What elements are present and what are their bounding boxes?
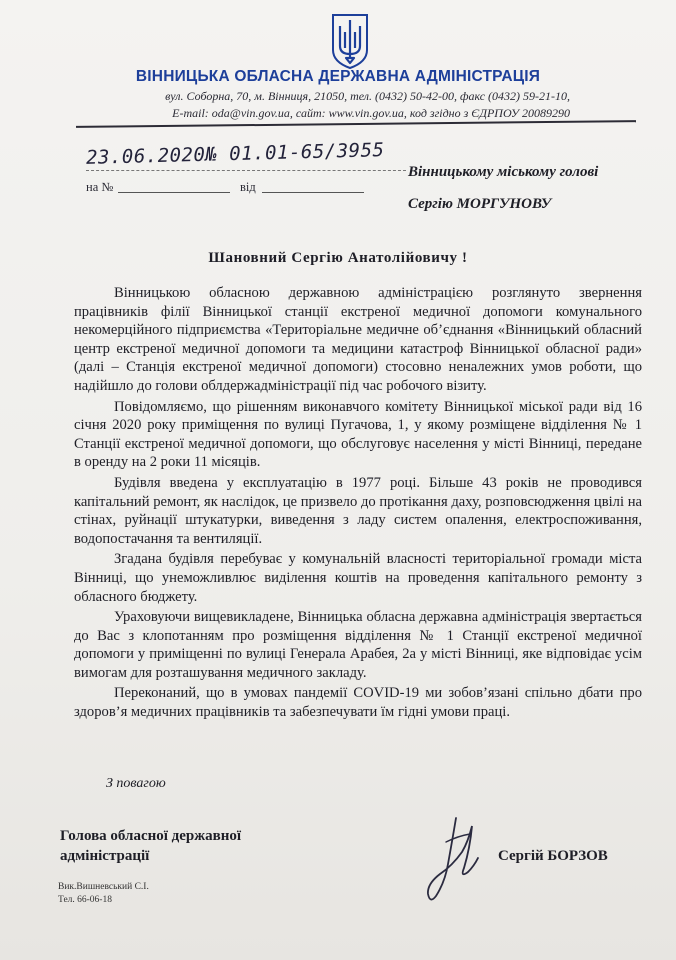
- header-divider: [76, 120, 636, 127]
- handwritten-registration-number: 23.06.2020№ 01.01-65/3955: [85, 139, 385, 169]
- addressee-name: Сергію МОРГУНОВУ: [408, 196, 552, 212]
- addressee-position: Вінницькому міському голові: [408, 164, 599, 180]
- paragraph-building: Будівля введена у експлуатацію в 1977 році. Більше 43 років не проводився капітальний ремонт, як наслідок, це призвело до протікання даху, розповсюдження цвілі на стінах, руйнації штукатурки, виведення з ладу систем опалення, електроспоживання, водопостачання та вентиляції.: [74, 474, 642, 547]
- signer-title-line1: Голова обласної державної: [60, 828, 242, 844]
- closing-phrase: З повагою: [106, 776, 166, 791]
- na-number-field: [118, 192, 230, 193]
- handwritten-signature-icon: [412, 812, 492, 912]
- registration-dotted-line: [86, 170, 406, 172]
- salutation: Шановний Сергію Анатолійовичу !: [208, 250, 468, 266]
- na-number-label: на №: [86, 180, 114, 194]
- paragraph-lease: Повідомляємо, що рішенням виконавчого комітету Вінницької міської ради від 16 січня 2020 року приміщення по вулиці Пугачова, 1, у якому розміщене відділення № 1 Станції екстреної медичної допомоги, що обслуговує населення у місті Вінниці, передане в оренду на 2 роки 11 місяців.: [74, 398, 642, 471]
- paragraph-covid: Переконаний, що в умовах пандемії COVID-19 ми зобов’язані спільно дбати про здоров’я медичних працівників та забезпечувати їм гідні умови праці.: [74, 685, 642, 721]
- organization-title: ВІННИЦЬКА ОБЛАСНА ДЕРЖАВНА АДМІНІСТРАЦІЯ: [135, 68, 541, 85]
- paragraph-ownership: Згадана будівля перебуває у комунальній власності територіальної громади міста Вінниці, що унеможливлює виділення коштів на проведення капітального ремонту з обласного бюджету.: [74, 551, 642, 605]
- vid-label: від: [240, 180, 256, 194]
- contact-line: E-mail: oda@vin.gov.ua, сайт: www.vin.gov.ua, код згідно з ЄДРПОУ 20089290: [172, 106, 570, 120]
- ukraine-trident-emblem-icon: [330, 12, 370, 70]
- executor-phone: Тел. 66-06-18: [58, 895, 112, 905]
- paragraph-review: Вінницькою обласною державною адміністрацією розглянуто звернення працівників філії Вінницької станції екстреної медичної допомоги комунального некомерційного підприємства «Територіальне медичне об’єднання «Вінницький обласний центр екстреної медичної допомоги та медицини катастроф Вінницької обласної ради» (далі – Станція екстреної медичної допомоги) стосовно неналежних умов роботи, що надійшло до голови облдержадміністрації під час робочого візиту.: [74, 285, 642, 394]
- paragraph-request: Ураховуючи вищевикладене, Вінницька обласна державна адміністрація звертається до Вас з клопотанням про розміщення відділення № 1 Станції екстреної медичної допомоги у приміщенні по вулиці Генерала Арабея, 2а у місті Вінниці, яке відповідає усім вимогам для розташування медичного закладу.: [74, 609, 642, 681]
- vid-date-field: [262, 192, 364, 193]
- letter-body: [74, 284, 642, 724]
- signer-name: Сергій БОРЗОВ: [498, 848, 608, 864]
- signer-title-line2: адміністрації: [60, 848, 150, 864]
- signer-title: [60, 826, 320, 866]
- address-line: вул. Соборна, 70, м. Вінниця, 21050, тел. (0432) 50-42-00, факс (0432) 59-21-10,: [165, 89, 570, 103]
- executor-name: Вик.Вишневський С.І.: [58, 882, 149, 892]
